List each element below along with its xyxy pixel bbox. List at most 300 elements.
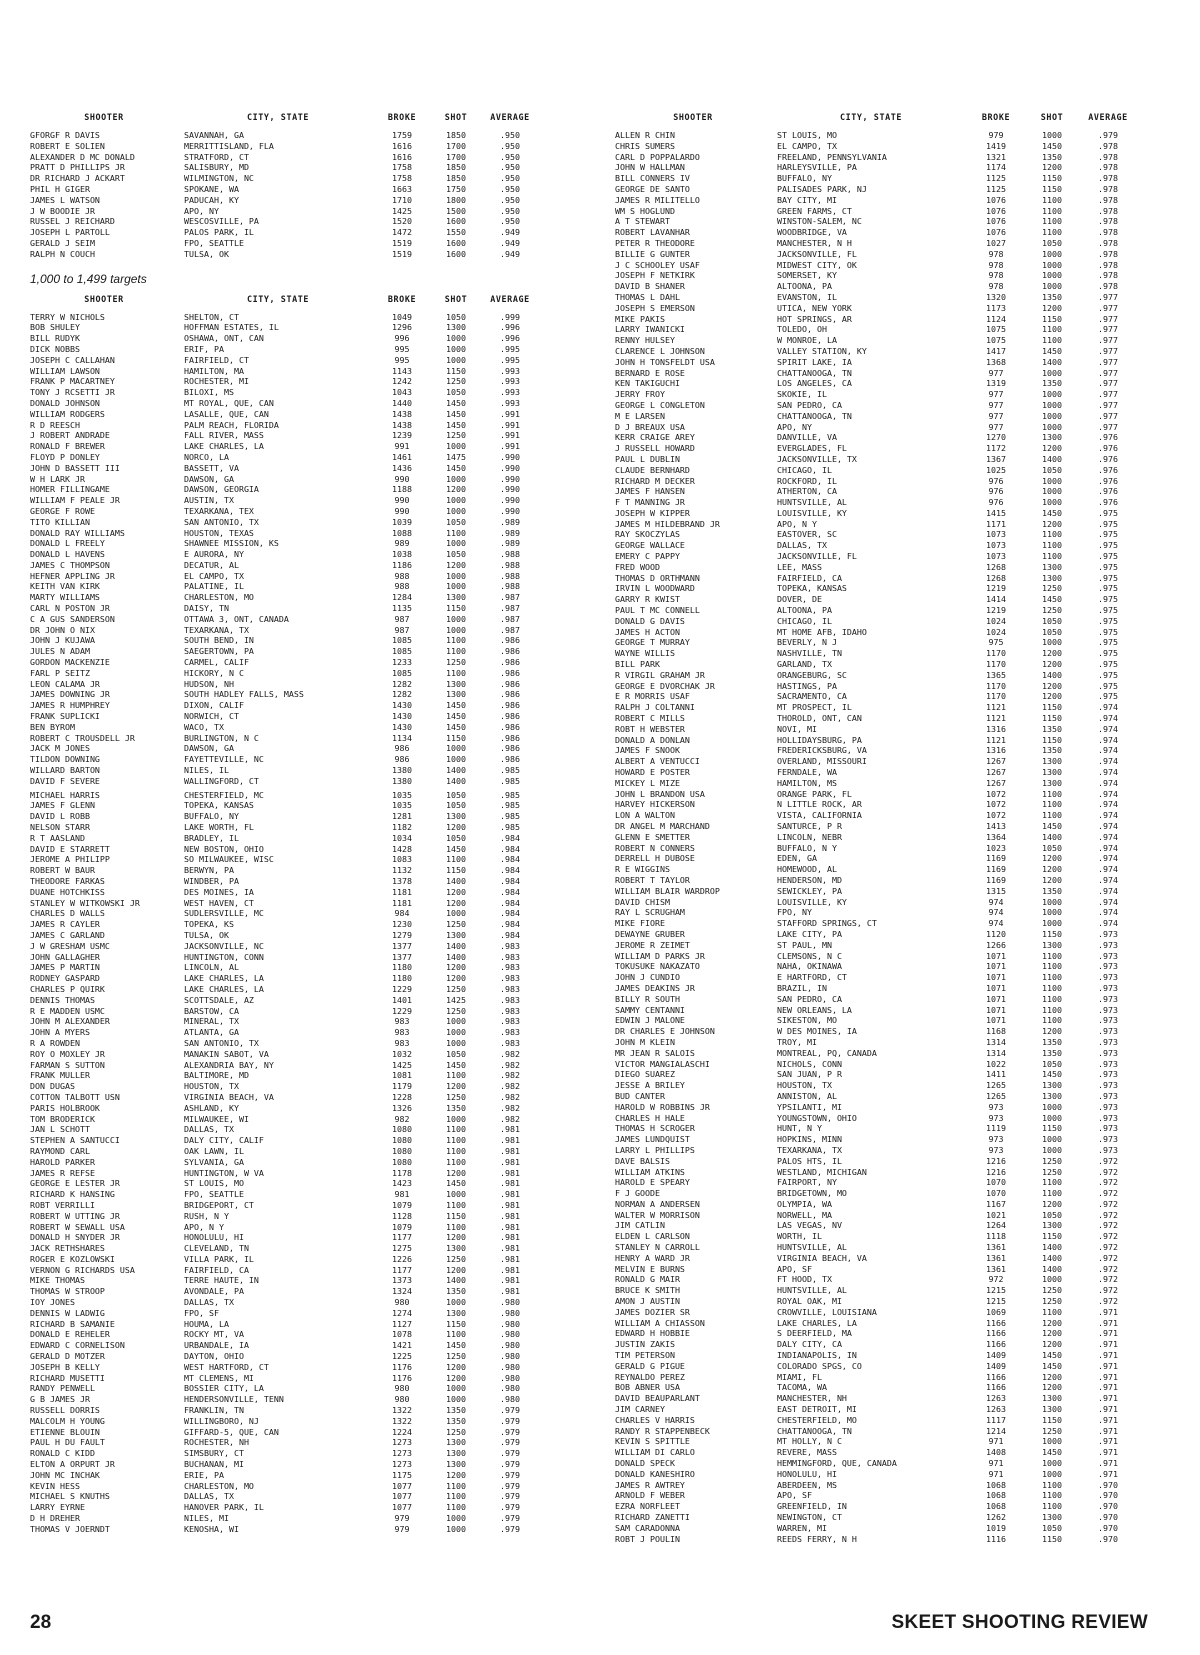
table-row <box>615 443 1185 454</box>
city-state: WESCOSVILLE, PA <box>184 216 259 227</box>
table-row <box>615 767 1185 778</box>
city-state: NORWELL, MA <box>777 1209 832 1220</box>
table-row <box>615 184 1185 195</box>
city-state: HOUSTON, TX <box>777 1080 832 1091</box>
average-value: .986 <box>500 754 520 765</box>
average-value: .986 <box>500 646 520 657</box>
shot-count: 1250 <box>446 1005 466 1016</box>
shooter-name: GFORGF R DAVIS <box>30 130 100 140</box>
shot-count: 1000 <box>446 908 466 919</box>
average-value: .979 <box>1098 130 1118 140</box>
shooter-name: HENRY A WARD JR <box>615 1252 690 1263</box>
shot-count: 1200 <box>1042 680 1062 691</box>
broke-count: 1176 <box>392 1372 412 1383</box>
table-row <box>30 152 590 163</box>
city-state: E HARTFORD, CT <box>777 972 847 983</box>
average-value: .972 <box>1098 1188 1118 1199</box>
shot-count: 1150 <box>446 1318 466 1329</box>
table-row <box>30 1265 590 1276</box>
average-value: .972 <box>1098 1252 1118 1263</box>
city-state: W MONROE, LA <box>777 335 837 346</box>
table-row <box>615 616 1185 627</box>
broke-count: 1081 <box>392 1070 412 1081</box>
city-state: NILES, IL <box>184 765 229 776</box>
broke-count: 1188 <box>392 484 412 495</box>
table-row <box>30 930 590 941</box>
broke-count: 1361 <box>986 1242 1006 1253</box>
shot-count: 1100 <box>1042 1306 1062 1317</box>
table-row <box>615 1447 1185 1458</box>
broke-count: 1315 <box>986 885 1006 896</box>
average-value: .975 <box>1098 648 1118 659</box>
city-state: FREELAND, PENNSYLVANIA <box>777 151 887 162</box>
shooter-name: DAVID F SEVERE <box>30 775 100 786</box>
city-state: HOFFMAN ESTATES, IL <box>184 322 279 333</box>
city-state: AUSTIN, TX <box>184 495 234 506</box>
shot-count: 1000 <box>1042 389 1062 400</box>
shot-count: 1050 <box>446 549 466 560</box>
shot-count: 1000 <box>1042 1112 1062 1123</box>
shot-count: 1200 <box>446 886 466 897</box>
broke-count: 1373 <box>392 1275 412 1286</box>
average-value: .978 <box>1098 248 1118 259</box>
city-state: CHATTANOOGA, TN <box>777 1425 852 1436</box>
broke-count: 1143 <box>392 365 412 376</box>
shot-count: 1450 <box>446 721 466 732</box>
shot-count: 1000 <box>1042 399 1062 410</box>
shooter-name: DONALD JOHNSON <box>30 397 100 408</box>
shot-count: 1300 <box>446 1243 466 1254</box>
table-row <box>30 1513 590 1524</box>
table-row <box>615 1404 1185 1415</box>
city-state: BUFFALO, NY <box>184 811 239 822</box>
broke-count: 1076 <box>986 216 1006 227</box>
average-value: .988 <box>500 581 520 592</box>
shooter-name: CARL N POSTON JR <box>30 603 110 614</box>
broke-count: 1181 <box>392 897 412 908</box>
average-value: .985 <box>500 811 520 822</box>
city-state: MT CLEMENS, MI <box>184 1372 254 1383</box>
average-value: .983 <box>500 973 520 984</box>
city-state: LINCOLN, AL <box>184 962 239 973</box>
broke-count: 1408 <box>986 1447 1006 1458</box>
city-state: HOT SPRINGS, AR <box>777 313 852 324</box>
shooter-name: MICHAEL HARRIS <box>30 789 100 800</box>
shooter-name: JULES N ADAM <box>30 646 90 657</box>
city-state: TEXARKANA, TX <box>777 1144 842 1155</box>
table-row <box>30 908 590 919</box>
shooter-name: BERNARD E ROSE <box>615 367 685 378</box>
broke-count: 1071 <box>986 1004 1006 1015</box>
table-row <box>30 420 590 431</box>
average-value: .978 <box>1098 205 1118 216</box>
broke-count: 1415 <box>986 507 1006 518</box>
shooter-name: R E MADDEN USMC <box>30 1005 105 1016</box>
table-row <box>615 1080 1185 1091</box>
shot-count: 1150 <box>446 1210 466 1221</box>
shot-count: 1200 <box>1042 302 1062 313</box>
shooter-name: MELVIN E BURNS <box>615 1263 685 1274</box>
broke-count: 1263 <box>986 1404 1006 1415</box>
city-state: NEW BOSTON, OHIO <box>184 843 264 854</box>
table-row <box>615 918 1185 929</box>
table-row <box>30 1373 590 1384</box>
shot-count: 1400 <box>1042 669 1062 680</box>
shooter-name: PAUL H DU FAULT <box>30 1437 105 1448</box>
shooter-name: RAY L SCRUGHAM <box>615 907 685 918</box>
average-value: .996 <box>500 333 520 344</box>
shot-count: 1450 <box>1042 345 1062 356</box>
shooter-name: BILL PARK <box>615 659 660 670</box>
table-row <box>615 864 1185 875</box>
shooter-name: HEFNER APPLING JR <box>30 570 115 581</box>
broke-count: 1267 <box>986 777 1006 788</box>
average-value: .981 <box>500 1264 520 1275</box>
shooter-name: BOB ABNER USA <box>615 1382 680 1393</box>
average-value: .981 <box>500 1178 520 1189</box>
city-state: RUSH, N Y <box>184 1210 229 1221</box>
shooter-name: GEORGE L CONGLETON <box>615 399 705 410</box>
shooter-name: FRED WOOD <box>615 561 660 572</box>
shot-count: 1450 <box>1042 1360 1062 1371</box>
table-row <box>30 322 590 333</box>
broke-count: 1181 <box>392 886 412 897</box>
shot-count: 1200 <box>446 559 466 570</box>
shot-count: 1350 <box>446 1102 466 1113</box>
average-value: .974 <box>1098 864 1118 875</box>
shot-count: 1100 <box>1042 1479 1062 1490</box>
shooter-name: DONALD KANESHIRO <box>615 1468 695 1479</box>
shot-count: 1300 <box>1042 1512 1062 1522</box>
city-state: MT PROSPECT, IL <box>777 702 852 713</box>
average-value: .973 <box>1098 1069 1118 1080</box>
shooter-name: DONALD SPECK <box>615 1458 675 1469</box>
shot-count: 1000 <box>446 1027 466 1038</box>
table-row <box>30 249 590 260</box>
table-row <box>30 398 590 409</box>
broke-count: 976 <box>988 497 1004 508</box>
shot-count: 1150 <box>1042 173 1062 184</box>
broke-count: 1025 <box>986 464 1006 475</box>
shooter-name: FRANK P MACARTNEY <box>30 376 115 387</box>
average-value: .950 <box>500 162 520 173</box>
city-state: NORWICH, CT <box>184 711 239 722</box>
table-row <box>615 465 1185 476</box>
shot-count: 1200 <box>446 973 466 984</box>
average-value: .974 <box>1098 799 1118 810</box>
city-state: LOUISVILLE, KY <box>777 896 847 907</box>
table-row <box>615 583 1185 594</box>
shooter-name: BILL CONNERS IV <box>615 173 690 184</box>
average-value: .950 <box>500 130 520 140</box>
shot-count: 1200 <box>1042 1328 1062 1339</box>
broke-count: 987 <box>394 613 410 624</box>
shot-count: 1450 <box>1042 507 1062 518</box>
broke-count: 1265 <box>986 1090 1006 1101</box>
average-value: .980 <box>500 1351 520 1362</box>
average-value: .982 <box>500 1091 520 1102</box>
shooter-name: J ROBERT ANDRADE <box>30 430 110 441</box>
table-row <box>615 907 1185 918</box>
table-row <box>615 1318 1185 1329</box>
broke-count: 1072 <box>986 799 1006 810</box>
city-state: VALLEY STATION, KY <box>777 345 867 356</box>
shooter-name: DONALD A DONLAN <box>615 734 690 745</box>
shooter-name: THOMAS W STROOP <box>30 1286 105 1297</box>
header-shot: SHOT <box>444 112 468 122</box>
shot-count: 1300 <box>446 592 466 603</box>
shot-count: 1400 <box>446 951 466 962</box>
shot-count: 1450 <box>446 1178 466 1189</box>
table-row <box>615 562 1185 573</box>
average-value: .974 <box>1098 821 1118 831</box>
average-value: .981 <box>500 1243 520 1254</box>
table-row <box>30 506 590 517</box>
shooter-name: DENNIS THOMAS <box>30 994 95 1005</box>
table-row <box>30 625 590 636</box>
average-value: .979 <box>500 1448 520 1459</box>
average-value: .977 <box>1098 356 1118 367</box>
shot-count: 1450 <box>446 397 466 408</box>
table-row <box>615 1393 1185 1404</box>
broke-count: 1322 <box>392 1415 412 1426</box>
average-value: .981 <box>500 1135 520 1146</box>
average-value: .993 <box>500 387 520 398</box>
broke-count: 1070 <box>986 1177 1006 1188</box>
shooter-name: HOWARD E POSTER <box>615 767 690 778</box>
average-value: .949 <box>500 227 520 238</box>
shooter-name: BOB SHULEY <box>30 322 80 333</box>
shooter-name: WILLIAM LAWSON <box>30 365 100 376</box>
broke-count: 971 <box>988 1458 1004 1469</box>
average-value: .993 <box>500 376 520 387</box>
broke-count: 1314 <box>986 1036 1006 1047</box>
shooter-name: ALBERT A VENTUCCI <box>615 756 700 767</box>
shooter-name: JOSEPH W KIPPER <box>615 507 690 518</box>
shot-count: 1000 <box>1042 1101 1062 1112</box>
table-row <box>30 722 590 733</box>
average-value: .972 <box>1098 1155 1118 1166</box>
average-value: .981 <box>500 1156 520 1167</box>
table-row <box>615 173 1185 184</box>
shot-count: 1200 <box>1042 659 1062 670</box>
header-shot: SHOT <box>1040 112 1064 122</box>
broke-count: 1710 <box>392 194 412 205</box>
shooter-name: DERRELL H DUBOSE <box>615 853 695 864</box>
broke-count: 1022 <box>986 1058 1006 1069</box>
header-city: CITY, STATE <box>246 112 310 122</box>
table-row <box>30 1394 590 1405</box>
shot-count: 1400 <box>446 775 466 786</box>
shot-count: 1450 <box>446 408 466 419</box>
broke-count: 1409 <box>986 1350 1006 1361</box>
broke-count: 974 <box>988 907 1004 918</box>
average-value: .974 <box>1098 713 1118 724</box>
shot-count: 1100 <box>1042 810 1062 821</box>
broke-count: 1279 <box>392 929 412 940</box>
shooter-name: GEORGE DE SANTO <box>615 183 690 194</box>
table-row <box>30 1114 590 1125</box>
city-state: N LITTLE ROCK, AR <box>777 799 862 810</box>
shooter-name: JIM CARNEY <box>615 1404 665 1415</box>
broke-count: 1367 <box>986 453 1006 464</box>
average-value: .979 <box>500 1437 520 1448</box>
average-value: .971 <box>1098 1447 1118 1458</box>
shooter-name: JAMES M HILDEBRAND JR <box>615 518 720 529</box>
average-value: .979 <box>500 1480 520 1491</box>
shot-count: 1100 <box>1042 982 1062 993</box>
table-row <box>30 463 590 474</box>
average-value: .974 <box>1098 885 1118 896</box>
table-row <box>615 260 1185 271</box>
broke-count: 986 <box>394 754 410 765</box>
shot-count: 1050 <box>1042 1209 1062 1220</box>
average-value: .979 <box>500 1491 520 1502</box>
broke-count: 1265 <box>986 1080 1006 1091</box>
table-row <box>615 843 1185 854</box>
table-row <box>615 670 1185 681</box>
shooter-name: MR JEAN R SALOIS <box>615 1047 695 1058</box>
shot-count: 1000 <box>446 1383 466 1394</box>
broke-count: 1401 <box>392 994 412 1005</box>
shooter-name: ELTON A ORPURT JR <box>30 1459 115 1470</box>
broke-count: 1430 <box>392 711 412 722</box>
city-state: TROY, MI <box>777 1036 817 1047</box>
shooter-name: EDWARD C CORNELISON <box>30 1340 125 1351</box>
table-row <box>30 603 590 614</box>
broke-count: 1229 <box>392 1005 412 1016</box>
table-row <box>30 1124 590 1135</box>
shot-count: 1100 <box>1042 799 1062 810</box>
city-state: HOLLIDAYSBURG, PA <box>777 734 862 745</box>
shot-count: 1450 <box>446 419 466 430</box>
shooter-name: GARRY R KWIST <box>615 594 680 605</box>
city-state: TOPEKA, KANSAS <box>184 800 254 811</box>
average-value: .990 <box>500 484 520 495</box>
average-value: .977 <box>1098 335 1118 346</box>
city-state: DAISY, TN <box>184 603 229 614</box>
broke-count: 982 <box>394 1113 410 1124</box>
broke-count: 1049 <box>392 311 412 322</box>
city-state: ROCHESTER, MI <box>184 376 249 387</box>
average-value: .976 <box>1098 432 1118 443</box>
table-row <box>30 952 590 963</box>
broke-count: 1380 <box>392 765 412 776</box>
city-state: SO MILWAUKEE, WISC <box>184 854 274 865</box>
shot-count: 1800 <box>446 194 466 205</box>
broke-count: 1409 <box>986 1360 1006 1371</box>
broke-count: 1180 <box>392 962 412 973</box>
table-row <box>615 1328 1185 1339</box>
average-value: .976 <box>1098 475 1118 486</box>
table-row <box>30 733 590 744</box>
broke-count: 977 <box>988 410 1004 421</box>
table-row <box>30 333 590 344</box>
shooter-name: WILLIAM ATKINS <box>615 1166 685 1177</box>
city-state: FAIRFIELD, CA <box>777 572 842 583</box>
shot-count: 1000 <box>446 1189 466 1200</box>
shooter-name: DONALD L FREELY <box>30 538 105 549</box>
average-value: .999 <box>500 311 520 322</box>
shooter-name: GERALD D MOTZER <box>30 1351 105 1362</box>
average-value: .973 <box>1098 1101 1118 1112</box>
average-value: .974 <box>1098 702 1118 713</box>
average-value: .986 <box>500 667 520 678</box>
city-state: HUDSON, NH <box>184 678 234 689</box>
table-row <box>615 1382 1185 1393</box>
average-value: .971 <box>1098 1425 1118 1436</box>
city-state: ST LOUIS, MO <box>777 130 837 140</box>
shooter-name: JAMES F GLENN <box>30 800 95 811</box>
broke-count: 977 <box>988 399 1004 410</box>
city-state: FALL RIVER, MASS <box>184 430 264 441</box>
average-value: .973 <box>1098 961 1118 972</box>
shooter-name: JAMES L WATSON <box>30 194 100 205</box>
table-row <box>30 571 590 582</box>
broke-count: 984 <box>394 908 410 919</box>
broke-count: 1177 <box>392 1232 412 1243</box>
broke-count: 1035 <box>392 789 412 800</box>
shot-count: 1300 <box>1042 756 1062 767</box>
table-row <box>615 702 1185 713</box>
shot-count: 1050 <box>1042 626 1062 637</box>
shooter-name: ROBERT LAVANHAR <box>615 227 690 238</box>
city-state: BOSSIER CITY, LA <box>184 1383 264 1394</box>
shot-count: 1000 <box>1042 918 1062 929</box>
shot-count: 1250 <box>446 1253 466 1264</box>
shot-count: 1250 <box>1042 1296 1062 1307</box>
shooter-name: PETER R THEODORE <box>615 237 695 248</box>
table-row <box>615 1534 1185 1545</box>
city-state: SACRAMENTO, CA <box>777 691 847 702</box>
shot-count: 1100 <box>446 1199 466 1210</box>
city-state: FRANKLIN, TN <box>184 1405 244 1416</box>
city-state: OSHAWA, ONT, CAN <box>184 333 264 344</box>
shooter-name: DONALD E REHELER <box>30 1329 110 1340</box>
city-state: HOUMA, LA <box>184 1318 229 1329</box>
shot-count: 1850 <box>446 173 466 184</box>
average-value: .975 <box>1098 594 1118 605</box>
shooter-name: ROBT H WEBSTER <box>615 723 685 734</box>
table-row <box>615 335 1185 346</box>
city-state: LAKE WORTH, FL <box>184 822 254 833</box>
shooter-name: JAMES F HANSEN <box>615 486 685 497</box>
shot-count: 1100 <box>1042 950 1062 961</box>
shooter-name: ROBERT N CONNERS <box>615 842 695 853</box>
broke-count: 1233 <box>392 657 412 668</box>
average-value: .984 <box>500 854 520 865</box>
broke-count: 1121 <box>986 734 1006 745</box>
city-state: BAY CITY, MI <box>777 194 837 205</box>
table-row <box>615 1242 1185 1253</box>
average-value: .971 <box>1098 1350 1118 1361</box>
average-value: .974 <box>1098 767 1118 778</box>
broke-count: 1186 <box>392 559 412 570</box>
city-state: TEXARKANA, TX <box>184 624 249 635</box>
average-value: .986 <box>500 657 520 668</box>
broke-count: 1071 <box>986 1015 1006 1026</box>
shooter-name: ROY O MOXLEY JR <box>30 1048 105 1059</box>
city-state: NILES, MI <box>184 1513 229 1524</box>
shot-count: 1250 <box>1042 1155 1062 1166</box>
broke-count: 1316 <box>986 745 1006 756</box>
city-state: ATLANTA, GA <box>184 1027 239 1038</box>
city-state: KENOSHA, WI <box>184 1523 239 1534</box>
table-row <box>30 1189 590 1200</box>
average-value: .971 <box>1098 1468 1118 1479</box>
table-row <box>30 1470 590 1481</box>
shot-count: 1100 <box>1042 205 1062 216</box>
